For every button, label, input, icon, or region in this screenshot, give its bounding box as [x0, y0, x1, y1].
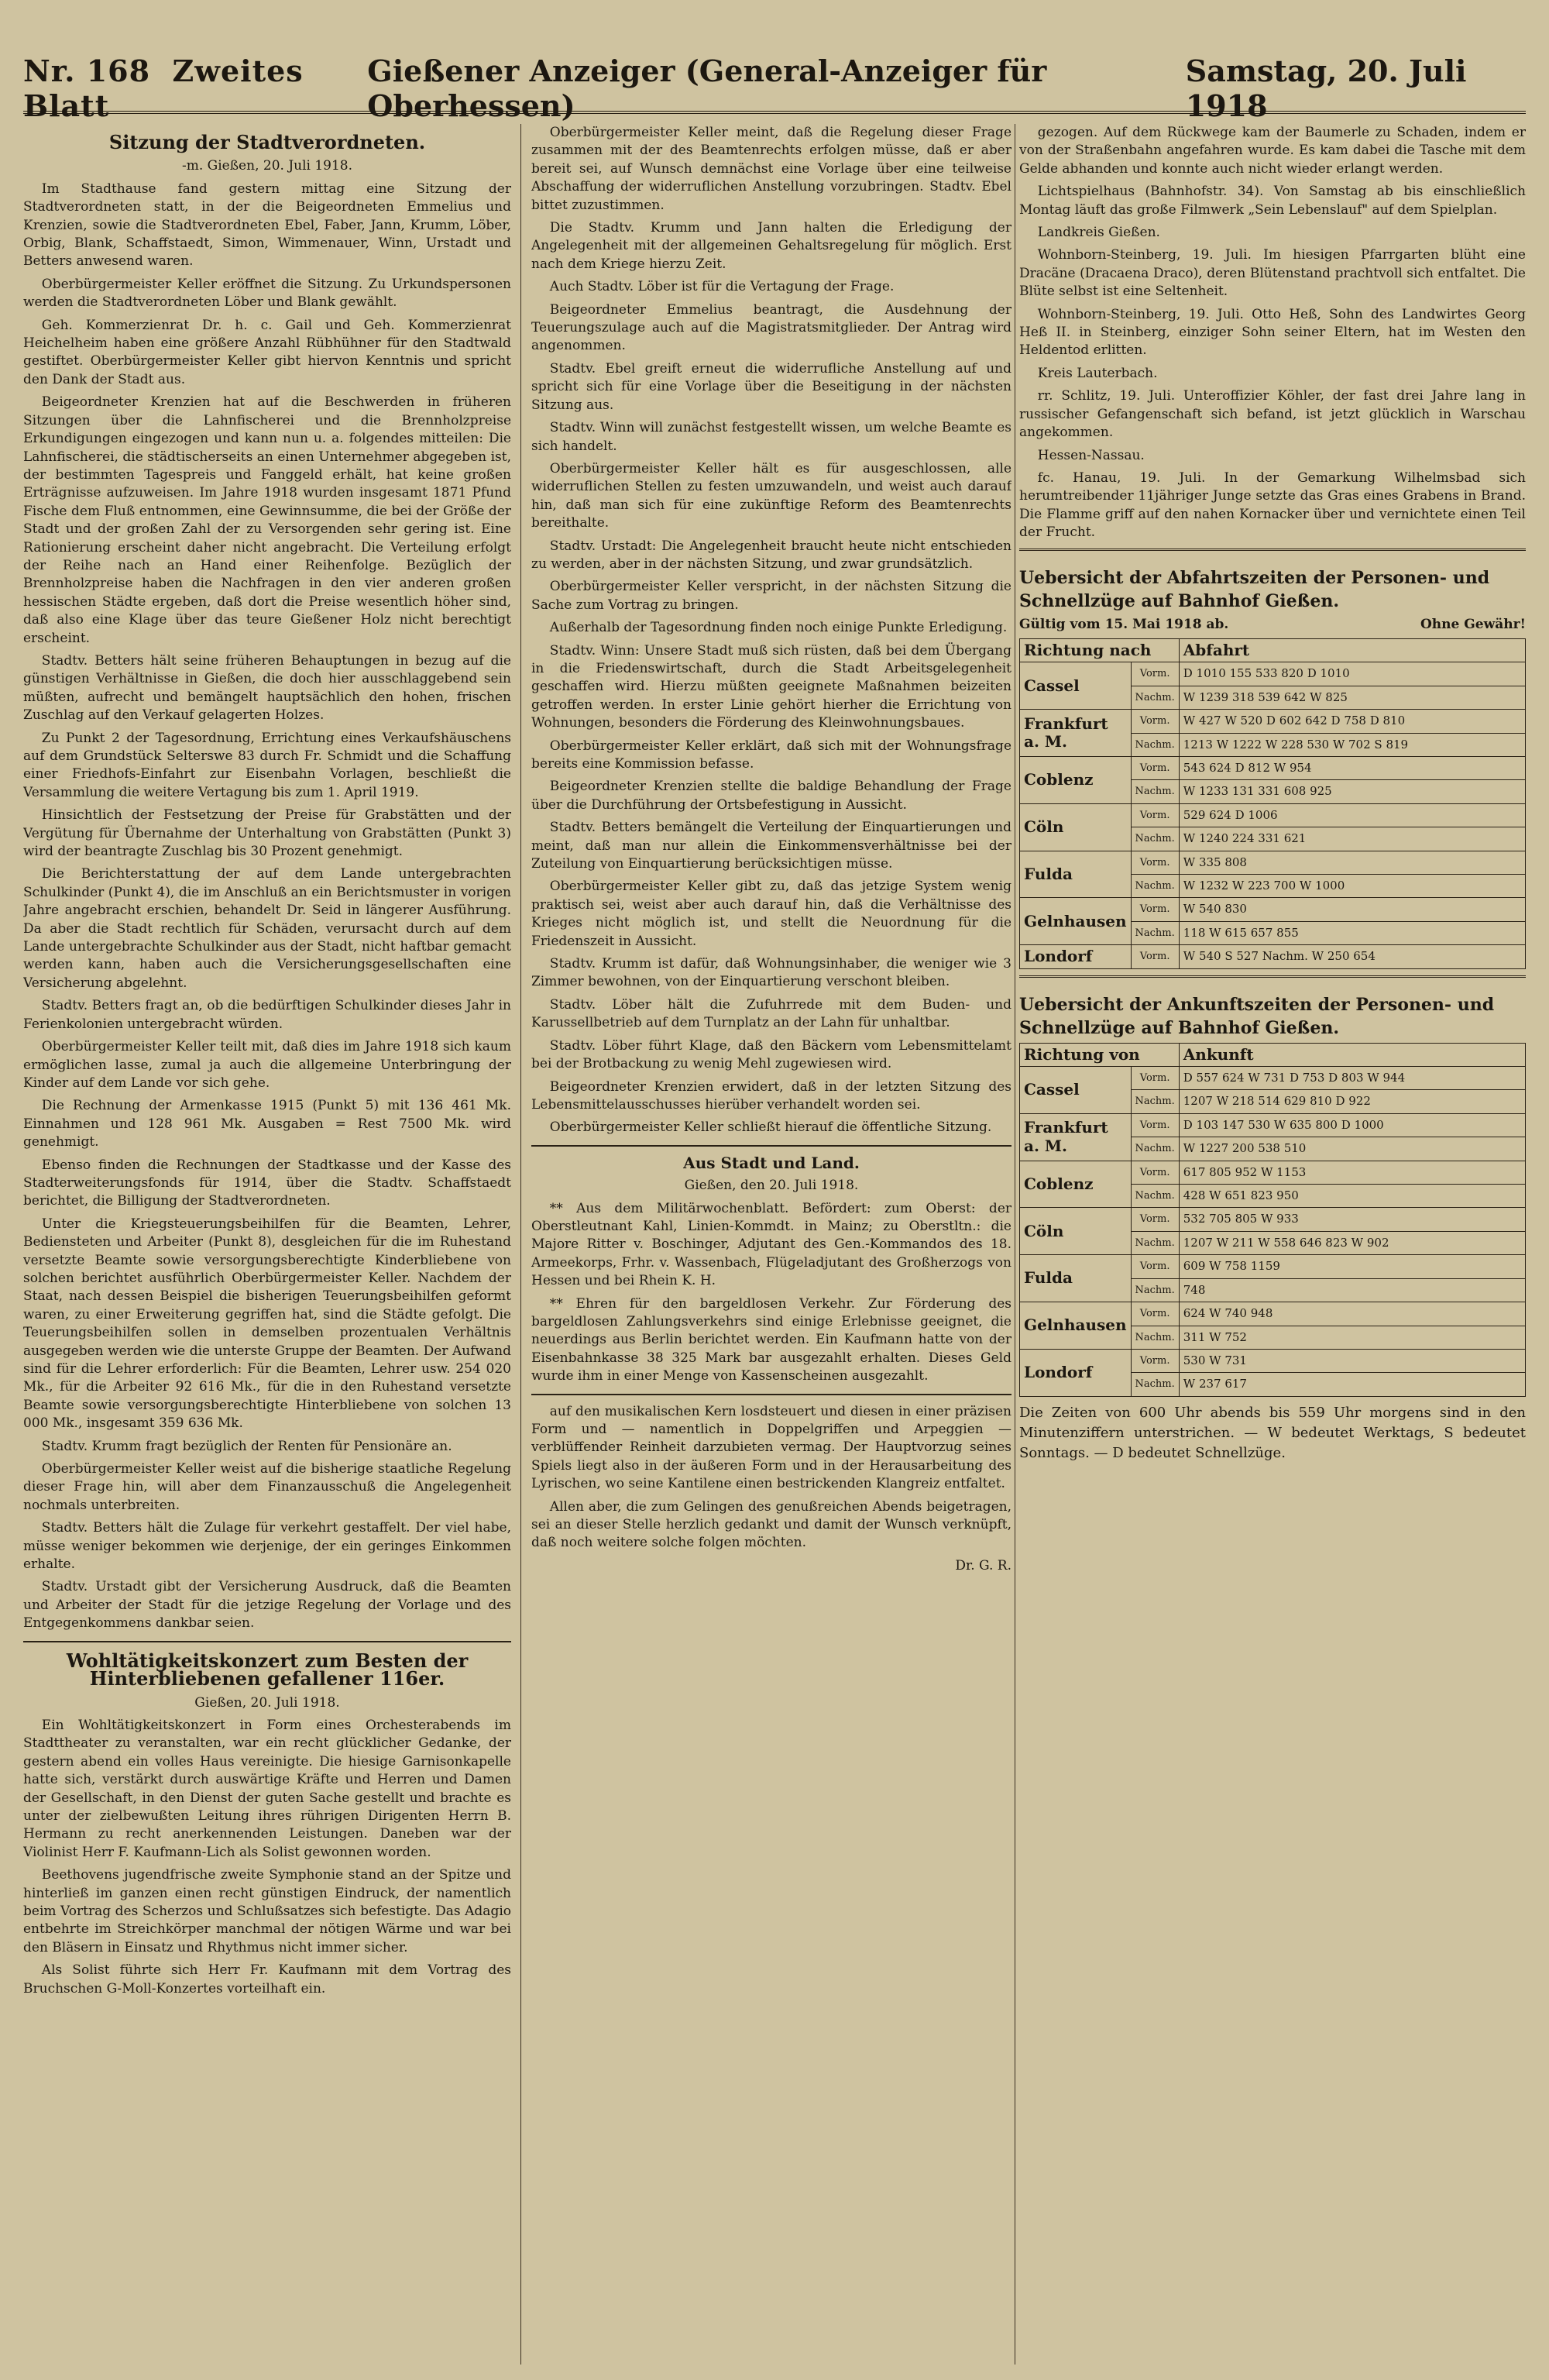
- train-times: 1207 W 211 W 558 646 823 W 902: [1179, 1231, 1525, 1254]
- period-label: Nachm.: [1131, 686, 1179, 709]
- paragraph: Die Rechnung der Armenkasse 1915 (Punkt 5) mit 136 461 Mk. Einnahmen und 128 961 Mk. Ausgaben = Rest 7500 Mk. wird genehmigt.: [23, 1098, 511, 1150]
- column-1: [23, 124, 511, 2365]
- period-label: Vorm.: [1131, 1349, 1179, 1372]
- paragraph: Kreis Lauterbach.: [1037, 365, 1158, 381]
- train-times: W 1227 200 538 510: [1179, 1137, 1525, 1161]
- station-name: Cöln: [1020, 1208, 1132, 1255]
- period-label: Nachm.: [1131, 1137, 1179, 1161]
- table-row: [1020, 803, 1526, 827]
- train-times: 1213 W 1222 W 228 530 W 702 S 819: [1179, 733, 1525, 756]
- paragraph: Oberbürgermeister Keller weist auf die bisherige staatliche Regelung dieser Frage hin, will aber dem Finanzausschuß die Angelegenheit nochmals unterbreiten.: [23, 1461, 511, 1513]
- period-label: Vorm.: [1131, 1255, 1179, 1278]
- local-news: [1019, 124, 1526, 542]
- period-label: Vorm.: [1131, 1302, 1179, 1326]
- station-name: Fulda: [1020, 1255, 1132, 1302]
- paragraph: rr. Schlitz, 19. Juli. Unteroffizier Köhler, der fast drei Jahre lang in russischer Gefangenschaft sich befand, ist jetzt glücklich in Warschau angekommen.: [1019, 388, 1526, 441]
- article-divider: [531, 1394, 1011, 1395]
- period-label: Vorm.: [1131, 898, 1179, 921]
- station-name: Cassel: [1020, 1067, 1132, 1114]
- paragraph: Als Solist führte sich Herr Fr. Kaufmann mit dem Vortrag des Bruchschen G-Moll-Konzertes vorteilhaft ein.: [23, 1962, 511, 1997]
- column-3: [1019, 124, 1526, 2365]
- period-label: Nachm.: [1131, 1090, 1179, 1113]
- paragraph: Stadtv. Betters bemängelt die Verteilung der Einquartierungen und meint, daß man nur allein die Einkommensverhältnisse bei der Zuteilung von Einquartierung berücksichtigen müsse.: [531, 820, 1011, 872]
- paragraph: Im Stadthause fand gestern mittag eine Sitzung der Stadtverordneten statt, in der die Beigeordneten Emmelius und Krenzien, sowie die Stadtverordneten Ebel, Faber, Jann, Krumm, Löber, Orbig, Blank, Schaffstaedt, Simon, Wimmenauer, Winn, Urstadt und Betters anwesend waren.: [23, 181, 511, 270]
- sheet-label: Zweites Blatt: [23, 53, 304, 123]
- column-divider: [520, 124, 521, 2365]
- paragraph: Oberbürgermeister Keller meint, daß die Regelung dieser Frage zusammen mit der des Beamtenrechts erfolgen müsse, daß er aber bereit sei, auf Wunsch demnächst eine Vorlage über eine teilweise Abschaffung der widerruflichen Anstellung vorzubringen. Stadtv. Ebel bittet zuzustimmen.: [531, 125, 1011, 213]
- paragraph: Stadtv. Urstadt: Die Angelegenheit braucht heute nicht entschieden zu werden, aber in der nächsten Sitzung, und zwar grundsätzlich.: [531, 538, 1011, 572]
- paragraph: Außerhalb der Tagesordnung finden noch einige Punkte Erledigung.: [549, 620, 1008, 636]
- train-times: W 540 S 527 Nachm. W 250 654: [1179, 945, 1525, 968]
- paragraph: Zu Punkt 2 der Tagesordnung, Errichtung eines Verkaufshäuschens auf dem Grundstück Selterswe 83 durch Fr. Schmidt und die Schaffung einer Friedhofs-Einfahrt zur Eisenbahn Vorlagen, beschließt die Versammlung die weitere Vertagung bis zum 1. April 1919.: [23, 730, 511, 800]
- period-label: Nachm.: [1131, 921, 1179, 944]
- period-label: Vorm.: [1131, 803, 1179, 827]
- paragraph: Stadtv. Winn will zunächst festgestellt wissen, um welche Beamte es sich handelt.: [531, 420, 1011, 454]
- table-row: [1020, 851, 1526, 874]
- article-dateline: -m. Gießen, 20. Juli 1918.: [181, 158, 353, 174]
- times-header: Abfahrt: [1179, 638, 1525, 662]
- period-label: Vorm.: [1131, 662, 1179, 686]
- article-body: [531, 124, 1011, 1137]
- table-row: [1020, 1349, 1526, 1372]
- train-times: 1207 W 218 514 629 810 D 922: [1179, 1090, 1525, 1113]
- article-continuation: [531, 1403, 1011, 1553]
- article-title: Sitzung der Stadtverordneten.: [108, 131, 426, 153]
- station-name: Londorf: [1020, 945, 1132, 968]
- timetable-legend: Die Zeiten von 600 Uhr abends bis 559 Uhr morgens sind in den Minutenziffern unterstrichen. — W bedeutet Werktags, S bedeutet Sonntags. — D bedeutet Schnellzüge.: [1019, 1404, 1526, 1461]
- paragraph: Wohnborn-Steinberg, 19. Juli. Otto Heß, Sohn des Landwirtes Georg Heß II. in Steinberg, einziger Sohn seiner Eltern, hat im Westen den Heldentod erlitten.: [1019, 306, 1526, 359]
- arrival-timetable: [1019, 975, 1526, 1463]
- paragraph: Ebenso finden die Rechnungen der Stadtkasse und der Kasse des Stadterweiterungsfonds für 1914, über die Stadtv. Schaffstaedt berichtet, die Billigung der Stadtverordneten.: [23, 1157, 511, 1209]
- paragraph: Oberbürgermeister Keller erklärt, daß sich mit der Wohnungsfrage bereits eine Kommission befasse.: [531, 738, 1011, 772]
- period-label: Vorm.: [1131, 756, 1179, 779]
- table-row: [1020, 710, 1526, 733]
- section-title: Aus Stadt und Land.: [683, 1153, 860, 1172]
- article-divider: [23, 1641, 511, 1642]
- paragraph: Allen aber, die zum Gelingen des genußreichen Abends beigetragen, sei an dieser Stelle herzlich gedankt und damit der Wunsch verknüpft, daß noch weitere solche folgen möchten.: [531, 1498, 1011, 1551]
- article-dateline: Gießen, 20. Juli 1918.: [194, 1694, 340, 1711]
- paragraph: ** Ehren für den bargeldlosen Verkehr. Zur Förderung des bargeldlosen Zahlungsverkehrs sind einige Erlebnisse geeignet, die neuerdings aus Berlin berichtet werden. Ein Kaufmann hatte von der Eisenbahnkasse 38 325 Mark bar ausgezahlt erhalten. Dieses Geld wurde ihm in einer Menge von Kassenscheinen ausgezahlt.: [531, 1295, 1011, 1384]
- train-times: 748: [1179, 1278, 1525, 1302]
- paragraph: Oberbürgermeister Keller verspricht, in der nächsten Sitzung die Sache zum Vortrag zu bringen.: [531, 579, 1011, 613]
- train-times: W 335 808: [1179, 851, 1525, 874]
- paragraph: Die Stadtv. Krumm und Jann halten die Erledigung der Angelegenheit mit der allgemeinen Gehaltsregelung für möglich. Erst nach dem Kriege hierzu Zeit.: [531, 220, 1011, 272]
- paragraph: Oberbürgermeister Keller schließt hierauf die öffentliche Sitzung.: [549, 1119, 992, 1136]
- paragraph: Auch Stadtv. Löber ist für die Vertagung der Frage.: [549, 279, 895, 295]
- paragraph: auf den musikalischen Kern losdsteuert und diesen in einer präzisen Form und — namentlich in Doppelgriffen und Arpeggien — verblüffender Reinheit darzubieten vermag. Der Hauptvorzug seines Spiels liegt also in der äußeren Form und in der Herausarbeitung des Lyrischen, wo seine Kantilene einen bestrickenden Klangreiz entfaltet.: [531, 1403, 1011, 1492]
- period-label: Nachm.: [1131, 1326, 1179, 1349]
- train-times: D 1010 155 533 820 D 1010: [1179, 662, 1525, 686]
- column-2: [531, 124, 1011, 2365]
- masthead: [23, 53, 1526, 123]
- period-label: Vorm.: [1131, 851, 1179, 874]
- train-times: 529 624 D 1006: [1179, 803, 1525, 827]
- paragraph: Beigeordneter Emmelius beantragt, die Ausdehnung der Teuerungszulage auch auf die Magistratsmitglieder. Der Antrag wird angenommen.: [531, 301, 1011, 354]
- train-times: 428 W 651 823 950: [1179, 1185, 1525, 1208]
- article-body: [23, 181, 511, 1633]
- paragraph: Die Berichterstattung der auf dem Lande untergebrachten Schulkinder (Punkt 4), die im Anschluß an ein Berichtsmuster in vorigen Jahre angebracht erschien, behandelt Dr. Seid in längerer Ausführung. Da aber die Stadt rechtlich für Schäden, verursacht durch auf dem Lande untergebrachte Schulkinder aus der Stadt, nicht haftbar gemacht werden kann, haben auch die Versicherungsgesellschaften eine Versicherung abgelehnt.: [23, 866, 511, 991]
- paragraph: Stadtv. Betters hält seine früheren Behauptungen in bezug auf die günstigen Verhältnisse in Gießen, die doch hier ausschlaggebend sein müßten, aufrecht und bemängelt hauptsächlich den hohen, frischen Zuschlag auf den Verkauf gelagerten Holzes.: [23, 652, 511, 724]
- timetable-validity: Gültig vom 15. Mai 1918 ab.: [1019, 616, 1229, 632]
- paragraph: Oberbürgermeister Keller eröffnet die Sitzung. Zu Urkundspersonen werden die Stadtverordneten Löber und Blank gewählt.: [23, 276, 511, 311]
- paragraph: fc. Hanau, 19. Juli. In der Gemarkung Wilhelmsbad sich herumtreibender 11jähriger Junge setzte das Gras eines Grabens in Brand. Die Flamme griff auf den nahen Kornacker über und vernichtete einen Teil der Frucht.: [1019, 469, 1526, 541]
- table-row: [1020, 1255, 1526, 1278]
- paragraph: Stadtv. Ebel greift erneut die widerrufliche Anstellung auf und spricht sich für eine Vorlage über die Beseitigung in der nächsten Sitzung aus.: [531, 360, 1011, 413]
- station-name: Gelnhausen: [1020, 1302, 1132, 1350]
- issue-number: Nr. 168 Zweites Blatt: [23, 53, 304, 123]
- period-label: Nachm.: [1131, 1373, 1179, 1396]
- period-label: Nachm.: [1131, 875, 1179, 898]
- period-label: Nachm.: [1131, 780, 1179, 803]
- train-times: 532 705 805 W 933: [1179, 1208, 1525, 1231]
- paragraph: Oberbürgermeister Keller hält es für ausgeschlossen, alle widerruflichen Stellen zu festen umzuwandeln, und weist auch darauf hin, daß man sich für eine zukünftige Reform des Beamtenrechts bereithalte.: [531, 460, 1011, 531]
- paragraph: Unter die Kriegsteuerungsbeihilfen für die Beamten, Lehrer, Bediensteten und Arbeiter (Punkt 8), desgleichen für die im Ruhestand versetzte Beamte sowie versorgungsberechtigte Kinderbliebene von solchen berichtet ausführlich Oberbürgermeister Keller. Nachdem der Staat, nach dessen Beispiel die bisherigen Teuerungsbeihilfen geformt waren, zu einer Erweiterung gegriffen hat, sind die Städte gefolgt. Die Teuerungsbeihilfen sollen in demselben prozentualen Verhältnis ausgegeben werden wie die unterste Gruppe der Beamten. Der Aufwand sind für die Lehrer erforderlich: Für die Beamten, Lehrer usw. 254 020 Mk., für die Arbeiter 92 616 Mk., für die in den Ruhestand versetzte Beamte sowie versorgungsberechtigte Hinterbliebene von solchen 13 000 Mk., insgesamt 359 636 Mk.: [23, 1216, 511, 1432]
- paragraph: Beigeordneter Krenzien stellte die baldige Behandlung der Frage über die Durchführung der Ortsbefestigung in Aussicht.: [531, 779, 1011, 813]
- paragraph: Stadtv. Krumm fragt bezüglich der Renten für Pensionäre an.: [41, 1438, 452, 1454]
- period-label: Vorm.: [1131, 1113, 1179, 1137]
- period-label: Nachm.: [1131, 827, 1179, 851]
- table-row: [1020, 1067, 1526, 1090]
- timetable-title: Uebersicht der Ankunftszeiten der Personen- und Schnellzüge auf Bahnhof Gießen.: [1019, 994, 1495, 1038]
- train-times: 311 W 752: [1179, 1326, 1525, 1349]
- paragraph: Hessen-Nassau.: [1037, 447, 1145, 463]
- train-times: W 237 617: [1179, 1373, 1525, 1396]
- period-label: Vorm.: [1131, 710, 1179, 733]
- paragraph: Oberbürgermeister Keller teilt mit, daß dies im Jahre 1918 sich kaum ermöglichen lasse, zumal ja auch die allgemeine Unterbringung der Kinder auf dem Lande vor sich gehe.: [23, 1039, 511, 1091]
- train-times: W 1233 131 331 608 925: [1179, 780, 1525, 803]
- table-row: [1020, 945, 1526, 968]
- period-label: Nachm.: [1131, 733, 1179, 756]
- period-label: Vorm.: [1131, 1161, 1179, 1184]
- station-name: Gelnhausen: [1020, 898, 1132, 945]
- departure-timetable: [1019, 549, 1526, 969]
- table-row: [1020, 1208, 1526, 1231]
- paragraph: Landkreis Gießen.: [1037, 225, 1160, 241]
- arrival-table: [1019, 1043, 1526, 1397]
- paragraph: Oberbürgermeister Keller gibt zu, daß das jetzige System wenig praktisch sei, weist aber auch darauf hin, daß die Verhältnisse des Krieges nicht möglich ist, und stellt die Neuordnung für die Friedenszeit in Aussicht.: [531, 879, 1011, 949]
- train-times: W 1239 318 539 642 W 825: [1179, 686, 1525, 709]
- train-times: 530 W 731: [1179, 1349, 1525, 1372]
- times-header: Ankunft: [1179, 1043, 1525, 1066]
- train-times: W 427 W 520 D 602 642 D 758 D 810: [1179, 710, 1525, 733]
- train-times: W 1232 W 223 700 W 1000: [1179, 875, 1525, 898]
- paragraph: Beethovens jugendfrische zweite Symphonie stand an der Spitze und hinterließ im ganzen einen recht günstigen Eindruck, der namentlich beim Vortrag des Scherzos und Schlußsatzes sich befestigte. Das Adagio entbehrte im Streichkörper manchmal der nötigen Wärme und war bei den Bläsern in Einsatz und Rhythmus nicht immer sicher.: [23, 1867, 511, 1955]
- timetable-title: Uebersicht der Abfahrtszeiten der Personen- und Schnellzüge auf Bahnhof Gießen.: [1019, 567, 1490, 611]
- table-row: [1020, 1113, 1526, 1137]
- timetable-disclaimer: Ohne Gewähr!: [1420, 616, 1526, 632]
- paragraph: Ein Wohltätigkeitskonzert in Form eines Orchesterabends im Stadttheater zu veranstalten, war ein recht glücklicher Gedanke, der gestern abend ein volles Haus vereinigte. Die hiesige Garnisonkapelle hatte sich, verstärkt durch auswärtige Kräfte und Herren und Damen der Gesellschaft, in den Dienst der guten Sache gestellt und brachte es unter der zielbewußten Leitung ihres rührigen Dirigenten Herrn B. Hermann zu recht anerkennenden Leistungen. Daneben war der Violinist Herr F. Kaufmann-Lich als Solist gewonnen worden.: [23, 1717, 511, 1860]
- section-body: [531, 1200, 1011, 1386]
- direction-header: Richtung von: [1020, 1043, 1180, 1066]
- period-label: Nachm.: [1131, 1231, 1179, 1254]
- paragraph: Beigeordneter Krenzien hat auf die Beschwerden in früheren Sitzungen über die Lahnfischerei und die Brennholzpreise Erkundigungen eingezogen und kann nun u. a. folgendes mitteilen: Die Lahnfischerei, die städtischerseits an einen Unternehmer abgegeben ist, der bestimmten Tagespreis und Fanggeld erhält, hat keine großen Erträgnisse aufzuweisen. Im Jahre 1918 wurden insgesamt 1871 Pfund Fische dem Fluß entnommen, eine Gewinnsumme, die bei der Größe der Stadt und der großen Zahl der zu Versorgenden sehr gering ist. Eine Rationierung erscheint daher nicht angebracht. Die Verteilung erfolgt der Reihe nach an Hand einer Reihenfolge. Bezüglich der Brennholzpreise haben die Nachfragen in den vier anderen großen hessischen Städte ergeben, daß dort die Preise wesentlich höher sind, daß also eine Klage über das teure Gießener Holz nicht berechtigt erscheint.: [23, 394, 511, 646]
- station-name: Coblenz: [1020, 756, 1132, 803]
- station-name: Londorf: [1020, 1349, 1132, 1396]
- table-row: [1020, 662, 1526, 686]
- period-label: Nachm.: [1131, 1185, 1179, 1208]
- paragraph: Stadtv. Urstadt gibt der Versicherung Ausdruck, daß die Beamten und Arbeiter der Stadt für die jetzige Regelung der Vorlage und des Entgegenkommens dankbar seien.: [23, 1579, 511, 1632]
- paragraph: Stadtv. Betters hält die Zulage für verkehrt gestaffelt. Der viel habe, müsse weniger bekommen wie derjenige, der ein geringes Einkommen erhalte.: [23, 1520, 511, 1573]
- article-body: [23, 1717, 511, 1998]
- station-name: Cassel: [1020, 662, 1132, 710]
- article-divider: [531, 1145, 1011, 1147]
- train-times: 617 805 952 W 1153: [1179, 1161, 1525, 1184]
- table-row: [1020, 756, 1526, 779]
- paragraph: Stadtv. Betters fragt an, ob die bedürftigen Schulkinder dieses Jahr in Ferienkolonien untergebracht würden.: [23, 998, 511, 1032]
- paragraph: Stadtv. Löber hält die Zufuhrrede mit dem Buden- und Karussellbetrieb auf dem Turnplatz an der Lahn für unhaltbar.: [531, 996, 1011, 1031]
- table-row: [1020, 898, 1526, 921]
- paragraph: Geh. Kommerzienrat Dr. h. c. Gail und Geh. Kommerzienrat Heichelheim haben eine größere Anzahl Rübhühner für den Stadtwald gestiftet. Oberbürgermeister Keller gibt hiervon Kenntnis und spricht den Dank der Stadt aus.: [23, 317, 511, 387]
- paragraph: Wohnborn-Steinberg, 19. Juli. Im hiesigen Pfarrgarten blüht eine Dracäne (Dracaena Draco), deren Blütenstand prachtvoll sich entfaltet. Die Blüte selbst ist eine Seltenheit.: [1019, 247, 1526, 300]
- train-times: D 557 624 W 731 D 753 D 803 W 944: [1179, 1067, 1525, 1090]
- paragraph: gezogen. Auf dem Rückwege kam der Baumerle zu Schaden, indem er von der Straßenbahn angefahren wurde. Es kam dabei die Tasche mit dem Gelde abhanden und konnte auch nicht wieder erlangt werden.: [1019, 125, 1526, 177]
- period-label: Vorm.: [1131, 1067, 1179, 1090]
- station-name: Coblenz: [1020, 1161, 1132, 1208]
- paragraph: Stadtv. Löber führt Klage, daß den Bäckern vom Lebensmittelamt bei der Brotbackung zu wenig Mehl zugewiesen wird.: [531, 1037, 1011, 1072]
- train-times: D 103 147 530 W 635 800 D 1000: [1179, 1113, 1525, 1137]
- train-times: 609 W 758 1159: [1179, 1255, 1525, 1278]
- train-times: 624 W 740 948: [1179, 1302, 1525, 1326]
- train-times: W 540 830: [1179, 898, 1525, 921]
- station-name: Frankfurt a. M.: [1020, 1113, 1132, 1161]
- paragraph: Stadtv. Krumm ist dafür, daß Wohnungsinhaber, die weniger wie 3 Zimmer bewohnen, von der Einquartierung verschont bleiben.: [531, 956, 1011, 990]
- direction-header: Richtung nach: [1020, 638, 1180, 662]
- station-name: Fulda: [1020, 851, 1132, 898]
- station-name: Frankfurt a. M.: [1020, 710, 1132, 757]
- section-dateline: Gießen, den 20. Juli 1918.: [684, 1178, 859, 1194]
- paragraph: Lichtspielhaus (Bahnhofstr. 34). Von Samstag ab bis einschließlich Montag läuft das große Filmwerk „Sein Lebenslauf" auf dem Spielplan.: [1019, 184, 1526, 218]
- train-times: 118 W 615 657 855: [1179, 921, 1525, 944]
- period-label: Vorm.: [1131, 945, 1179, 968]
- paragraph: ** Aus dem Militärwochenblatt. Befördert: zum Oberst: der Oberstleutnant Kahl, Linien-Kommdt. in Mainz; zu Oberstltn.: die Majore Ritter v. Boschinger, Adjutant des Gen.-Kommandos des 18. Armeekorps, Frhr. v. Wassenbach, Flügeladjutant des Großherzogs von Hessen und bei Rhein K. H.: [531, 1200, 1011, 1289]
- departure-table: [1019, 638, 1526, 969]
- train-times: 543 624 D 812 W 954: [1179, 756, 1525, 779]
- table-row: [1020, 1302, 1526, 1326]
- newspaper-title: Gießener Anzeiger (General-Anzeiger für Oberhessen): [367, 53, 1047, 123]
- issue-date: Samstag, 20. Juli 1918: [1185, 53, 1467, 123]
- paragraph: Hinsichtlich der Festsetzung der Preise für Grabstätten und der Vergütung für Übernahme der Unterhaltung von Grabstätten (Punkt 3) wird der beantragte Zuschlag bis 30 Prozent genehmigt.: [23, 807, 511, 860]
- article-title: Wohltätigkeitskonzert zum Besten der Hinterbliebenen gefallener 116er.: [66, 1649, 469, 1690]
- paragraph: Beigeordneter Krenzien erwidert, daß in der letzten Sitzung des Lebensmittelausschusses hierüber verhandelt worden sei.: [531, 1078, 1011, 1113]
- train-times: W 1240 224 331 621: [1179, 827, 1525, 851]
- paragraph: Stadtv. Winn: Unsere Stadt muß sich rüsten, daß bei dem Übergang in die Friedenswirtschaft, durch die Stadt Arbeitsgelegenheit geschaffen wird. Hierzu müßten geeignete Maßnahmen beizeiten getroffen werden. In erster Linie gehört hierher die Errichtung von Wohnungen, besonders die Förderung des Kleinwohnungsbaues.: [531, 642, 1011, 731]
- station-name: Cöln: [1020, 803, 1132, 851]
- period-label: Vorm.: [1131, 1208, 1179, 1231]
- signature: Dr. G. R.: [955, 1557, 1011, 1573]
- period-label: Nachm.: [1131, 1278, 1179, 1302]
- table-row: [1020, 1161, 1526, 1184]
